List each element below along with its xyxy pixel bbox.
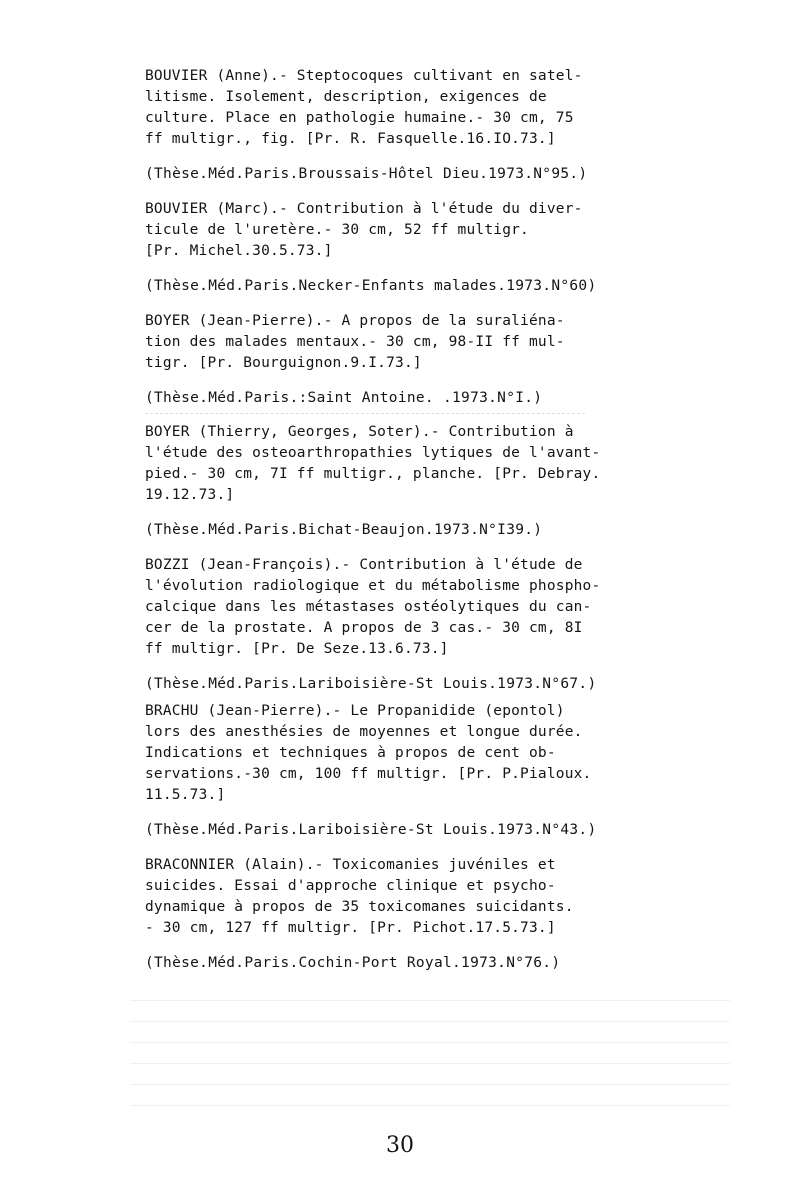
thesis-line: (Thèse.Méd.Paris.Necker-Enfants malades.1973.N°60) — [145, 278, 597, 294]
entry-text: BRACHU (Jean-Pierre).- Le Propanidide (epontol) lors des anesthésies de moyennes et longue durée. Indications et techniques à propos de cent ob- servations.-30 cm, 100 ff multigr. [Pr. P.Pialoux. 11.5.73.] — [145, 703, 592, 803]
entry-text: BOUVIER (Anne).- Steptocoques cultivant en satel- litisme. Isolement, description, exigences de culture. Place en pathologie humaine.- 30 cm, 75 ff multigr., fig. [Pr. R. Fasquelle.16.IO.73.] — [145, 68, 583, 147]
entry-text: BRACONNIER (Alain).- Toxicomanies juvéniles et suicides. Essai d'approche clinique et psycho- dynamique à propos de 35 toxicomanes suicidants. - 30 cm, 127 ff multigr. [Pr. Pichot.17.5.73.] — [145, 857, 574, 936]
thesis-line: (Thèse.Méd.Paris.Lariboisière-St Louis.1973.N°43.) — [145, 822, 597, 838]
entry-text: BOUVIER (Marc).- Contribution à l'étude du diver- ticule de l'uretère.- 30 cm, 52 ff multigr. [Pr. Michel.30.5.73.] — [145, 201, 583, 259]
catalog-entry — [145, 199, 675, 297]
catalog-entry — [145, 422, 675, 541]
thesis-line: (Thèse.Méd.Paris.Lariboisière-St Louis.1973.N°67.) — [145, 676, 597, 692]
page-number: 30 — [386, 1133, 414, 1158]
entry-text: BOZZI (Jean-François).- Contribution à l'étude de l'évolution radiologique et du métabolisme phospho- calcique dans les métastases ostéolytiques du can- cer de la prostate. A propos de 3 cas.- 30 cm, 8I ff multigr. [Pr. De Seze.13.6.73.] — [145, 557, 601, 657]
catalog-entry — [145, 855, 675, 974]
catalog-entries — [145, 66, 675, 974]
bleed-through-texture — [130, 1000, 730, 1110]
entry-text: BOYER (Jean-Pierre).- A propos de la suraliéna- tion des malades mentaux.- 30 cm, 98-II ff mul- tigr. [Pr. Bourguignon.9.I.73.] — [145, 313, 565, 371]
catalog-entry — [145, 555, 675, 695]
thesis-line: (Thèse.Méd.Paris.Bichat-Beaujon.1973.N°I39.) — [145, 522, 543, 538]
separator-line — [145, 413, 585, 414]
catalog-entry — [145, 701, 675, 841]
thesis-line: (Thèse.Méd.Paris.:Saint Antoine. .1973.N°I.) — [145, 390, 543, 406]
catalog-entry — [145, 311, 675, 409]
thesis-line: (Thèse.Méd.Paris.Cochin-Port Royal.1973.N°76.) — [145, 955, 561, 971]
thesis-line: (Thèse.Méd.Paris.Broussais-Hôtel Dieu.1973.N°95.) — [145, 166, 588, 182]
catalog-entry — [145, 66, 675, 185]
entry-text: BOYER (Thierry, Georges, Soter).- Contribution à l'étude des osteoarthropathies lytiques de l'avant- pied.- 30 cm, 7I ff multigr., planche. [Pr. Debray. 19.12.73.] — [145, 424, 601, 503]
